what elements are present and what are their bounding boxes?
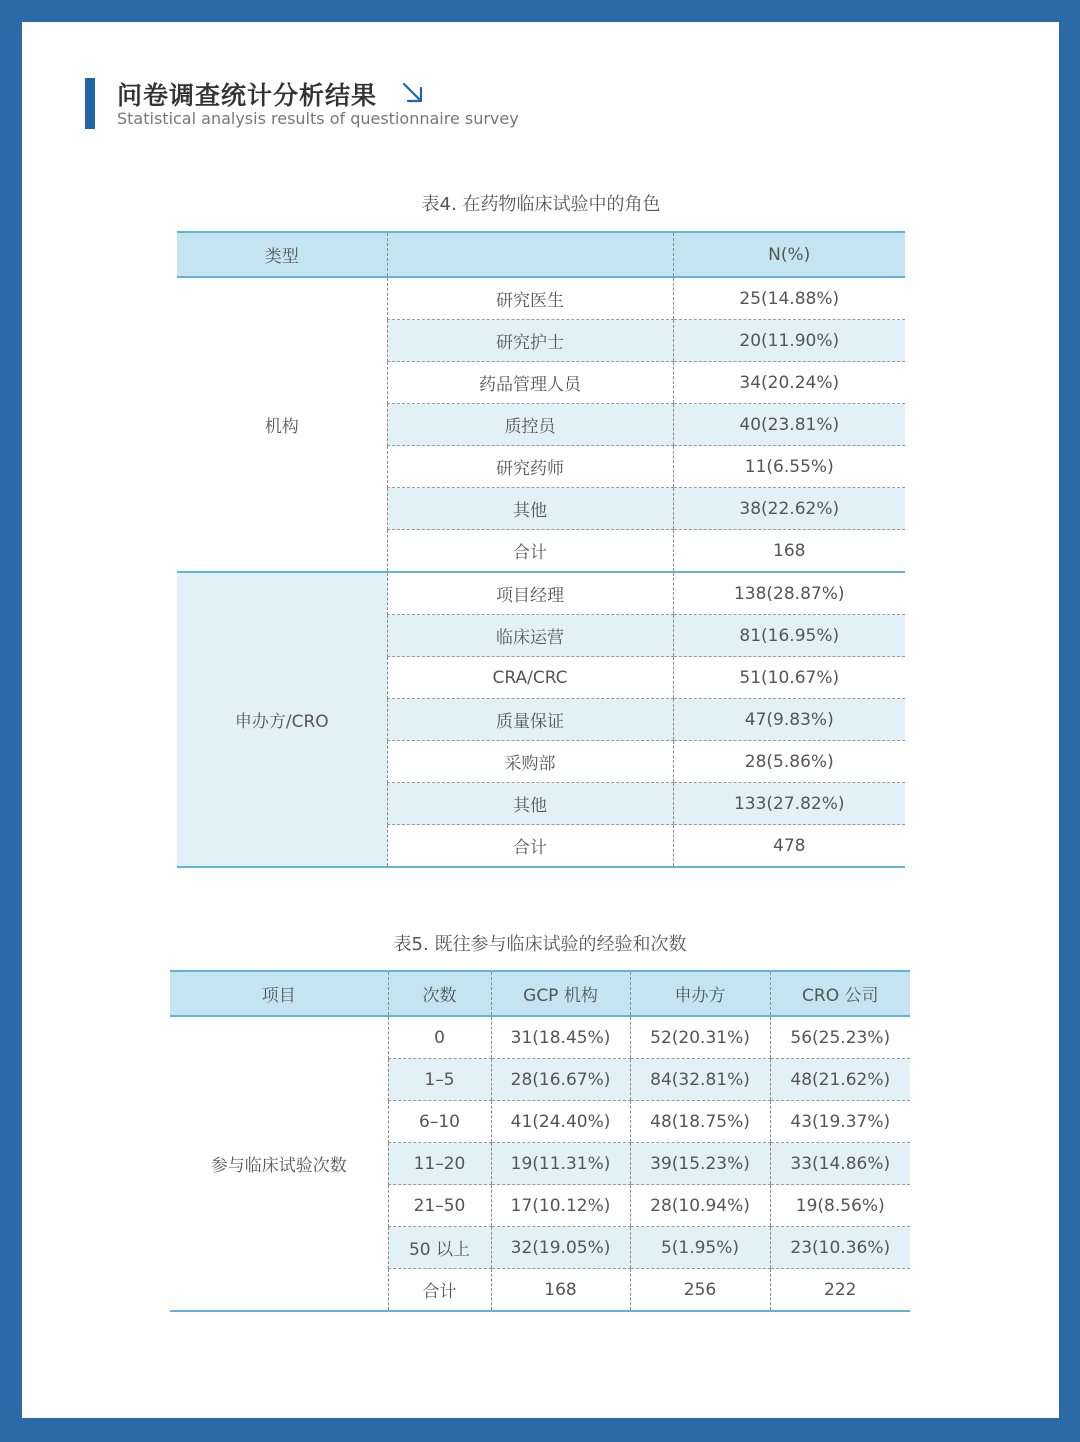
table5 (170, 970, 910, 1312)
cro-cell: 23(10.36%) (770, 1227, 910, 1269)
role-cell: 采购部 (387, 741, 673, 783)
count-cell: 0 (388, 1016, 491, 1059)
value-cell: 138(28.87%) (673, 572, 905, 615)
value-cell: 51(10.67%) (673, 657, 905, 699)
table-row (170, 1016, 910, 1059)
cro-cell: 48(21.62%) (770, 1059, 910, 1101)
document-page (22, 22, 1059, 1418)
table5-caption: 表5. 既往参与临床试验的经验和次数 (393, 934, 687, 955)
value-cell: 81(16.95%) (673, 615, 905, 657)
table5-header-gcp: GCP 机构 (491, 971, 630, 1016)
role-cell: 合计 (387, 825, 673, 868)
table5-header-row (170, 971, 910, 1016)
value-cell: 478 (673, 825, 905, 868)
count-cell: 合计 (388, 1269, 491, 1312)
role-cell: 药品管理人员 (387, 362, 673, 404)
value-cell: 28(5.86%) (673, 741, 905, 783)
value-cell: 133(27.82%) (673, 783, 905, 825)
cro-cell: 222 (770, 1269, 910, 1312)
gcp-cell: 17(10.12%) (491, 1185, 630, 1227)
group-label: 申办方/CRO (177, 572, 387, 867)
role-cell: 合计 (387, 530, 673, 573)
count-cell: 21–50 (388, 1185, 491, 1227)
sponsor-cell: 84(32.81%) (630, 1059, 770, 1101)
gcp-cell: 31(18.45%) (491, 1016, 630, 1059)
sponsor-cell: 48(18.75%) (630, 1101, 770, 1143)
role-cell: 质控员 (387, 404, 673, 446)
role-cell: 其他 (387, 488, 673, 530)
group-label: 机构 (177, 277, 387, 572)
table5-header-sponsor: 申办方 (630, 971, 770, 1016)
table4-header-n: N(%) (673, 232, 905, 277)
sponsor-cell: 256 (630, 1269, 770, 1312)
cro-cell: 56(25.23%) (770, 1016, 910, 1059)
role-cell: 研究医生 (387, 277, 673, 320)
cro-cell: 19(8.56%) (770, 1185, 910, 1227)
count-cell: 50 以上 (388, 1227, 491, 1269)
sponsor-cell: 52(20.31%) (630, 1016, 770, 1059)
table5-header-cro: CRO 公司 (770, 971, 910, 1016)
gcp-cell: 19(11.31%) (491, 1143, 630, 1185)
gcp-cell: 28(16.67%) (491, 1059, 630, 1101)
arrow-down-right-icon (400, 80, 426, 106)
page-subtitle: Statistical analysis results of questionnaire survey (117, 109, 519, 128)
value-cell: 34(20.24%) (673, 362, 905, 404)
value-cell: 11(6.55%) (673, 446, 905, 488)
role-cell: 项目经理 (387, 572, 673, 615)
sponsor-cell: 5(1.95%) (630, 1227, 770, 1269)
role-cell: CRA/CRC (387, 657, 673, 699)
role-cell: 其他 (387, 783, 673, 825)
table4-caption: 表4. 在药物临床试验中的角色 (421, 194, 661, 215)
role-cell: 研究药师 (387, 446, 673, 488)
value-cell: 47(9.83%) (673, 699, 905, 741)
count-cell: 6–10 (388, 1101, 491, 1143)
table4-header-role (387, 232, 673, 277)
value-cell: 40(23.81%) (673, 404, 905, 446)
title-accent-bar (85, 78, 95, 129)
value-cell: 20(11.90%) (673, 320, 905, 362)
gcp-cell: 168 (491, 1269, 630, 1312)
table4-header-row (177, 232, 905, 277)
value-cell: 38(22.62%) (673, 488, 905, 530)
table4-header-type: 类型 (177, 232, 387, 277)
role-cell: 临床运营 (387, 615, 673, 657)
table-row (177, 277, 905, 320)
count-cell: 11–20 (388, 1143, 491, 1185)
group-label: 参与临床试验次数 (170, 1016, 388, 1311)
gcp-cell: 32(19.05%) (491, 1227, 630, 1269)
cro-cell: 43(19.37%) (770, 1101, 910, 1143)
sponsor-cell: 28(10.94%) (630, 1185, 770, 1227)
table-row (177, 572, 905, 615)
gcp-cell: 41(24.40%) (491, 1101, 630, 1143)
page-title: 问卷调查统计分析结果 (117, 81, 378, 110)
table5-header-item: 项目 (170, 971, 388, 1016)
cro-cell: 33(14.86%) (770, 1143, 910, 1185)
role-cell: 研究护士 (387, 320, 673, 362)
table5-header-count: 次数 (388, 971, 491, 1016)
table4 (177, 231, 905, 868)
sponsor-cell: 39(15.23%) (630, 1143, 770, 1185)
value-cell: 168 (673, 530, 905, 573)
value-cell: 25(14.88%) (673, 277, 905, 320)
count-cell: 1–5 (388, 1059, 491, 1101)
role-cell: 质量保证 (387, 699, 673, 741)
